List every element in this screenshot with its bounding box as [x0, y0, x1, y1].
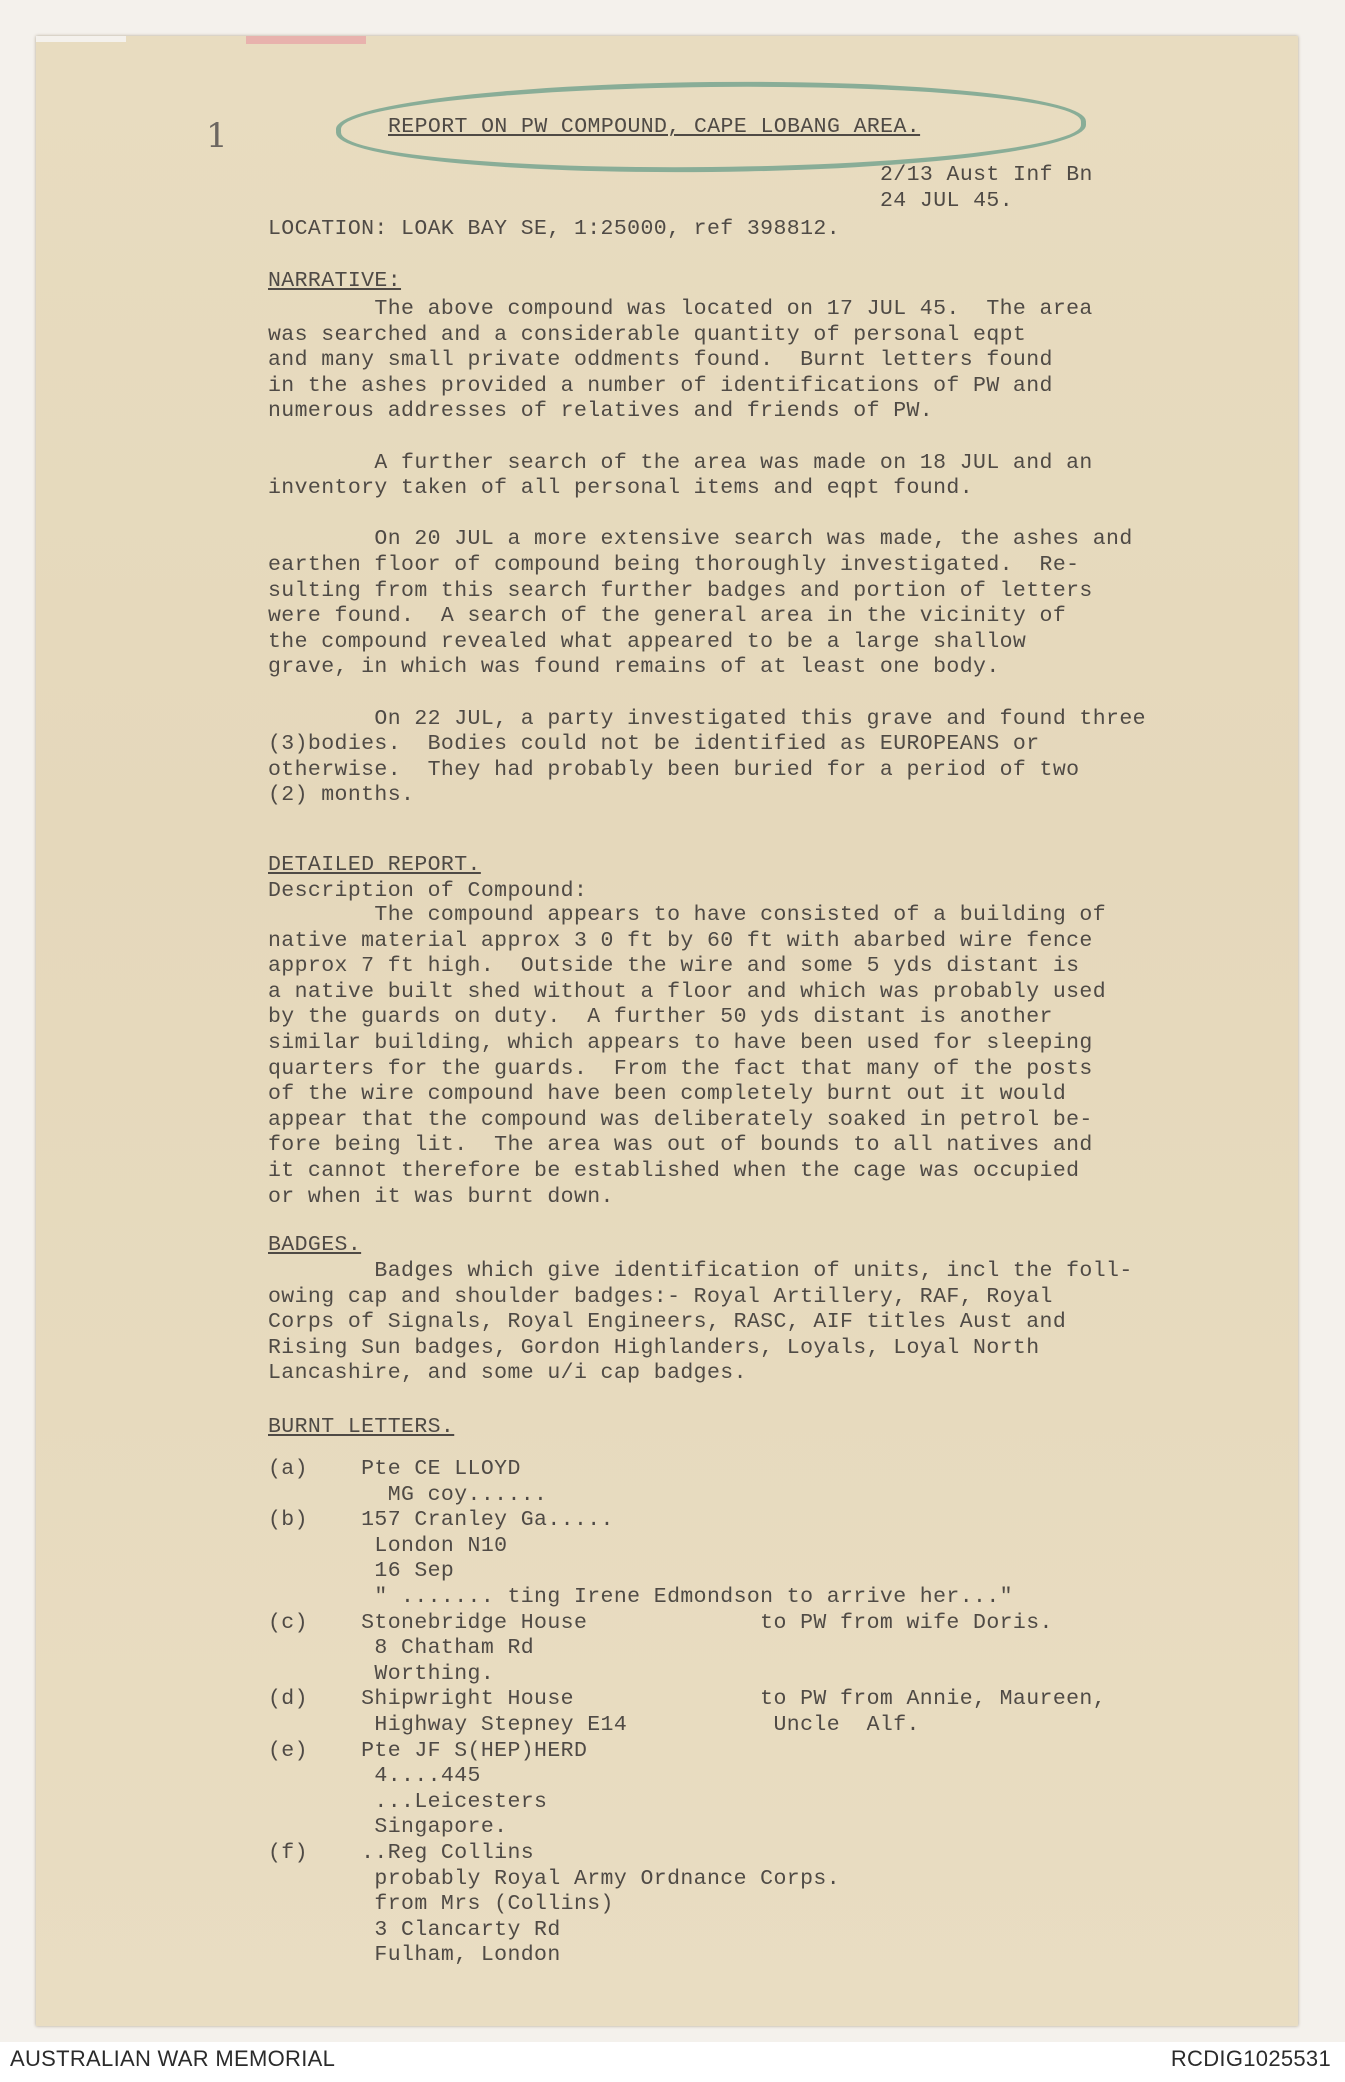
narrative-line: and many small private oddments found. Burnt letters found: [268, 348, 1053, 373]
compound-description-line: it cannot therefore be established when the cage was occupied: [268, 1159, 1080, 1183]
badges-line: Corps of Signals, Royal Engineers, RASC, AIF titles Aust and: [268, 1310, 1067, 1335]
burnt-letter-line: (e) Pte JF S(HEP)HERD: [268, 1738, 588, 1763]
pencil-page-mark: 1: [206, 116, 228, 156]
location-line: LOCATION: LOAK BAY SE, 1:25000, ref 398812.: [268, 217, 840, 241]
pink-tab: [246, 36, 366, 44]
narrative-heading: NARRATIVE:: [268, 269, 402, 293]
burnt-letter-line: from Mrs (Collins): [268, 1892, 614, 1917]
burnt-letter-line: " ....... ting Irene Edmondson to arrive her...": [268, 1585, 1013, 1609]
compound-description-line: native material approx 3 0 ft by 60 ft with abarbed wire fence: [268, 928, 1093, 953]
burnt-letter-line: Fulham, London: [268, 1943, 561, 1968]
narrative-line: (2) months.: [268, 783, 415, 808]
narrative-line: earthen floor of compound being thoroughly investigated. Re-: [268, 553, 1080, 577]
burnt-letter-line: London N10: [268, 1533, 508, 1558]
burnt-letter-line: (c) Stonebridge House to PW from wife Doris.: [268, 1610, 1053, 1635]
compound-description-line: The compound appears to have consisted of a building of: [268, 903, 1107, 927]
narrative-line: in the ashes provided a number of identifications of PW and: [268, 373, 1053, 398]
burnt-letter-line: Highway Stepney E14 Uncle Alf.: [268, 1713, 920, 1737]
compound-description-line: a native built shed without a floor and which was probably used: [268, 979, 1107, 1004]
narrative-line: otherwise. They had probably been buried for a period of two: [268, 757, 1080, 782]
narrative-line: was searched and a considerable quantity of personal eqpt: [268, 322, 1027, 347]
narrative-line: On 22 JUL, a party investigated this grave and found three: [268, 706, 1146, 731]
burnt-letter-line: probably Royal Army Ordnance Corps.: [268, 1866, 840, 1891]
badges-line: Badges which give identification of units, incl the foll-: [268, 1259, 1133, 1283]
burnt-letter-line: 8 Chatham Rd: [268, 1636, 535, 1661]
footer-record-id: RCDIG1025531: [1170, 2046, 1331, 2071]
badges-line: Rising Sun badges, Gordon Highlanders, Loyals, Loyal North: [268, 1335, 1040, 1360]
badges-line: Lancashire, and some u/i cap badges.: [268, 1361, 747, 1386]
compound-description-line: by the guards on duty. A further 50 yds distant is another: [268, 1005, 1053, 1030]
compound-description-line: quarters for the guards. From the fact that many of the posts: [268, 1056, 1093, 1081]
burnt-letter-line: MG coy......: [268, 1482, 548, 1507]
burnt-letter-line: (a) Pte CE LLOYD: [268, 1457, 521, 1481]
badges-line: owing cap and shoulder badges:- Royal Artillery, RAF, Royal: [268, 1284, 1053, 1309]
compound-description-line: similar building, which appears to have been used for sleeping: [268, 1031, 1093, 1055]
document-page: [36, 36, 1298, 2026]
burnt-letter-line: Worthing.: [268, 1661, 495, 1686]
narrative-line: were found. A search of the general area in the vicinity of: [268, 604, 1067, 629]
burnt-letter-line: 3 Clancarty Rd: [268, 1917, 561, 1942]
narrative-line: (3)bodies. Bodies could not be identified as EUROPEANS or: [268, 732, 1040, 757]
burnt-letter-line: (f) ..Reg Collins: [268, 1841, 535, 1865]
narrative-line: numerous addresses of relatives and friends of PW.: [268, 399, 934, 424]
compound-subheading: Description of Compound:: [268, 879, 588, 903]
report-date: 24 JUL 45.: [880, 189, 1014, 213]
burnt-letter-line: Singapore.: [268, 1815, 508, 1840]
burnt-letter-line: (d) Shipwright House to PW from Annie, Maureen,: [268, 1687, 1107, 1712]
compound-description-line: approx 7 ft high. Outside the wire and some 5 yds distant is: [268, 954, 1080, 979]
burnt-letter-line: (b) 157 Cranley Ga.....: [268, 1508, 614, 1533]
narrative-line: the compound revealed what appeared to be a large shallow: [268, 629, 1027, 654]
narrative-line: A further search of the area was made on 18 JUL and an: [268, 450, 1093, 475]
narrative-line: The above compound was located on 17 JUL 45. The area: [268, 297, 1093, 321]
narrative-line: On 20 JUL a more extensive search was made, the ashes and: [268, 527, 1133, 552]
burnt-letter-line: 4....445: [268, 1764, 481, 1789]
narrative-line: grave, in which was found remains of at least one body.: [268, 655, 1000, 680]
badges-heading: BADGES.: [268, 1233, 362, 1257]
compound-description-line: appear that the compound was deliberately soaked in petrol be-: [268, 1107, 1093, 1132]
compound-description-line: or when it was burnt down.: [268, 1184, 614, 1209]
unit-name: 2/13 Aust Inf Bn: [880, 163, 1093, 187]
torn-corner: [36, 36, 126, 42]
narrative-line: sulting from this search further badges and portion of letters: [268, 578, 1093, 603]
burnt-letter-line: ...Leicesters: [268, 1789, 548, 1814]
compound-description-line: of the wire compound have been completely burnt out it would: [268, 1082, 1067, 1107]
detailed-report-heading: DETAILED REPORT.: [268, 853, 481, 877]
burnt-letters-heading: BURNT LETTERS.: [268, 1415, 455, 1439]
document-title: REPORT ON PW COMPOUND, CAPE LOBANG AREA.: [388, 115, 921, 139]
burnt-letter-line: 16 Sep: [268, 1559, 455, 1584]
narrative-line: inventory taken of all personal items and eqpt found.: [268, 476, 974, 501]
footer-publisher: AUSTRALIAN WAR MEMORIAL: [10, 2046, 336, 2071]
compound-description-line: fore being lit. The area was out of bounds to all natives and: [268, 1133, 1093, 1158]
